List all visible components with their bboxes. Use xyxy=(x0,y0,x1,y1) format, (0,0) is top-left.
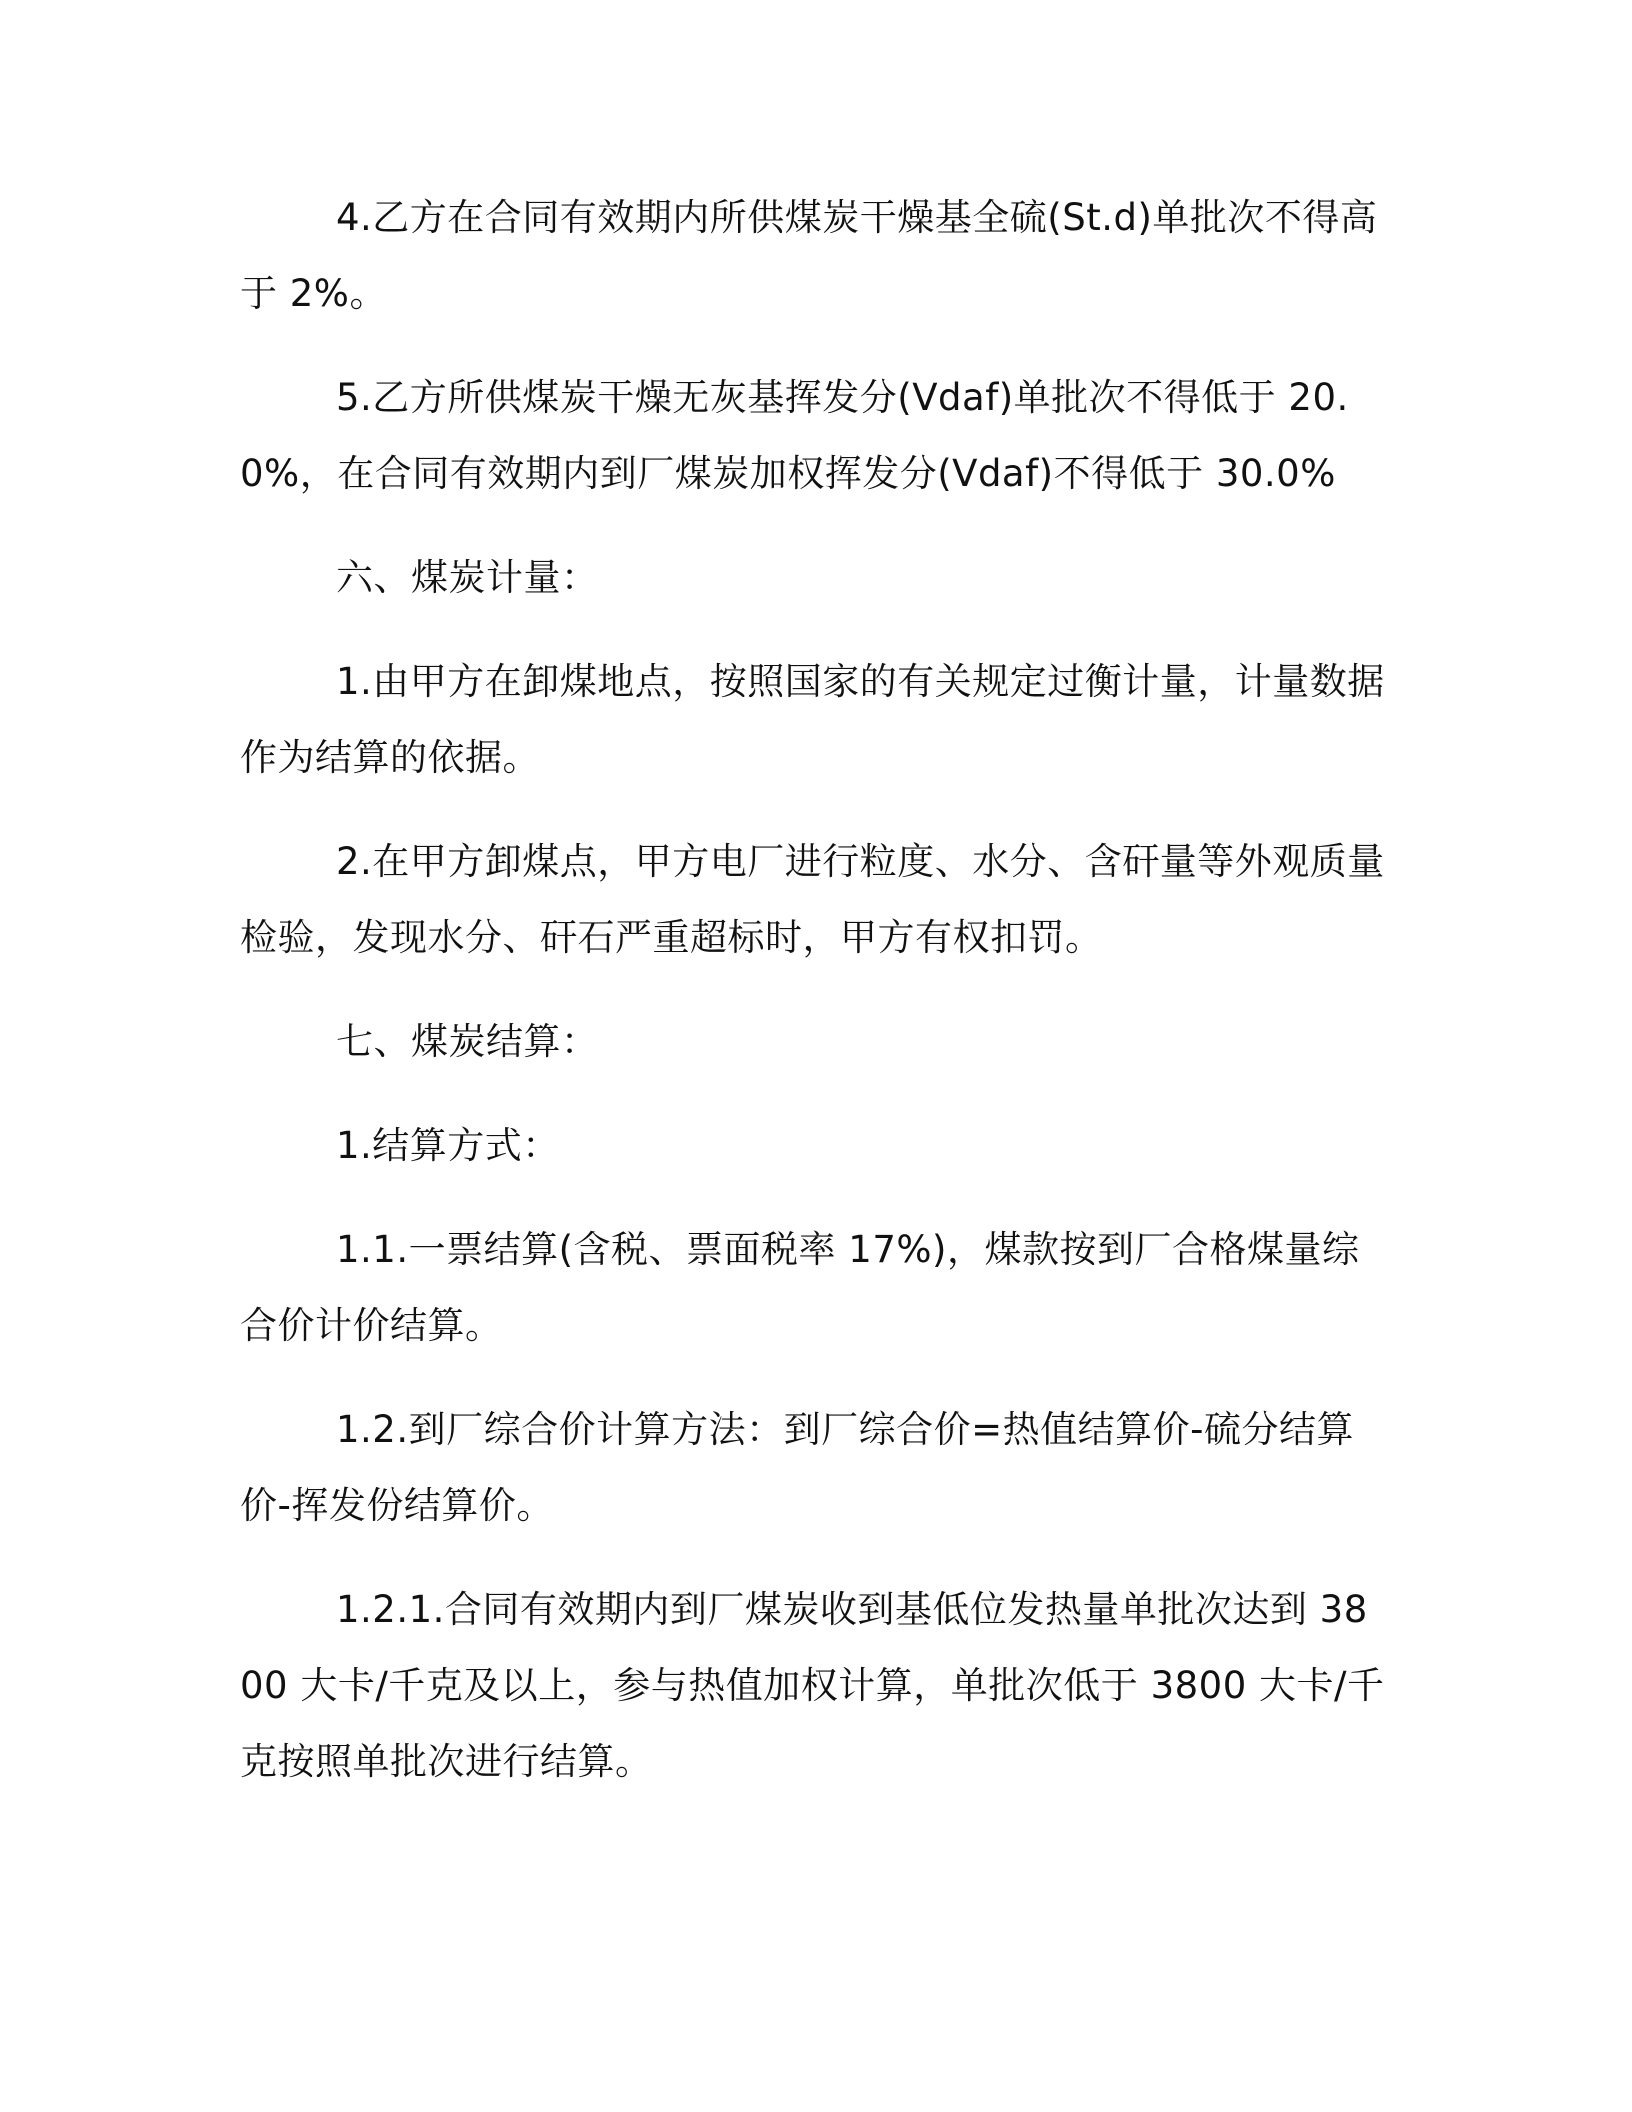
clause-settlement-1: 1.结算方式： xyxy=(336,1124,560,1167)
clause-settlement-1-1: 1.1.一票结算(含税、票面税率 17%)，煤款按到厂合格煤量综合价计价结算。 xyxy=(240,1228,1360,1347)
document-body xyxy=(240,180,1390,1828)
clause-4-sulfur: 4.乙方在合同有效期内所供煤炭干燥基全硫(St.d)单批次不得高于 2%。 xyxy=(240,196,1378,315)
clause-5-volatile: 5.乙方所供煤炭干燥无灰基挥发分(Vdaf)单批次不得低于 20.0%，在合同有效期内到厂煤炭加权挥发分(Vdaf)不得低于 30.0% xyxy=(240,376,1349,495)
clause-metering-2: 2.在甲方卸煤点，甲方电厂进行粒度、水分、含矸量等外观质量检验，发现水分、矸石严重超标时，甲方有权扣罚。 xyxy=(240,840,1385,959)
section-heading-coal-settlement: 七、煤炭结算： xyxy=(336,1020,599,1063)
section-heading-coal-metering: 六、煤炭计量： xyxy=(336,556,599,599)
clause-metering-1: 1.由甲方在卸煤地点，按照国家的有关规定过衡计量，计量数据作为结算的依据。 xyxy=(240,660,1385,779)
clause-settlement-1-2: 1.2.到厂综合价计算方法：到厂综合价=热值结算价-硫分结算价-挥发份结算价。 xyxy=(240,1408,1354,1527)
clause-settlement-1-2-1: 1.2.1.合同有效期内到厂煤炭收到基低位发热量单批次达到 3800 大卡/千克及以上，参与热值加权计算，单批次低于 3800 大卡/千克按照单批次进行结算。 xyxy=(240,1588,1385,1783)
